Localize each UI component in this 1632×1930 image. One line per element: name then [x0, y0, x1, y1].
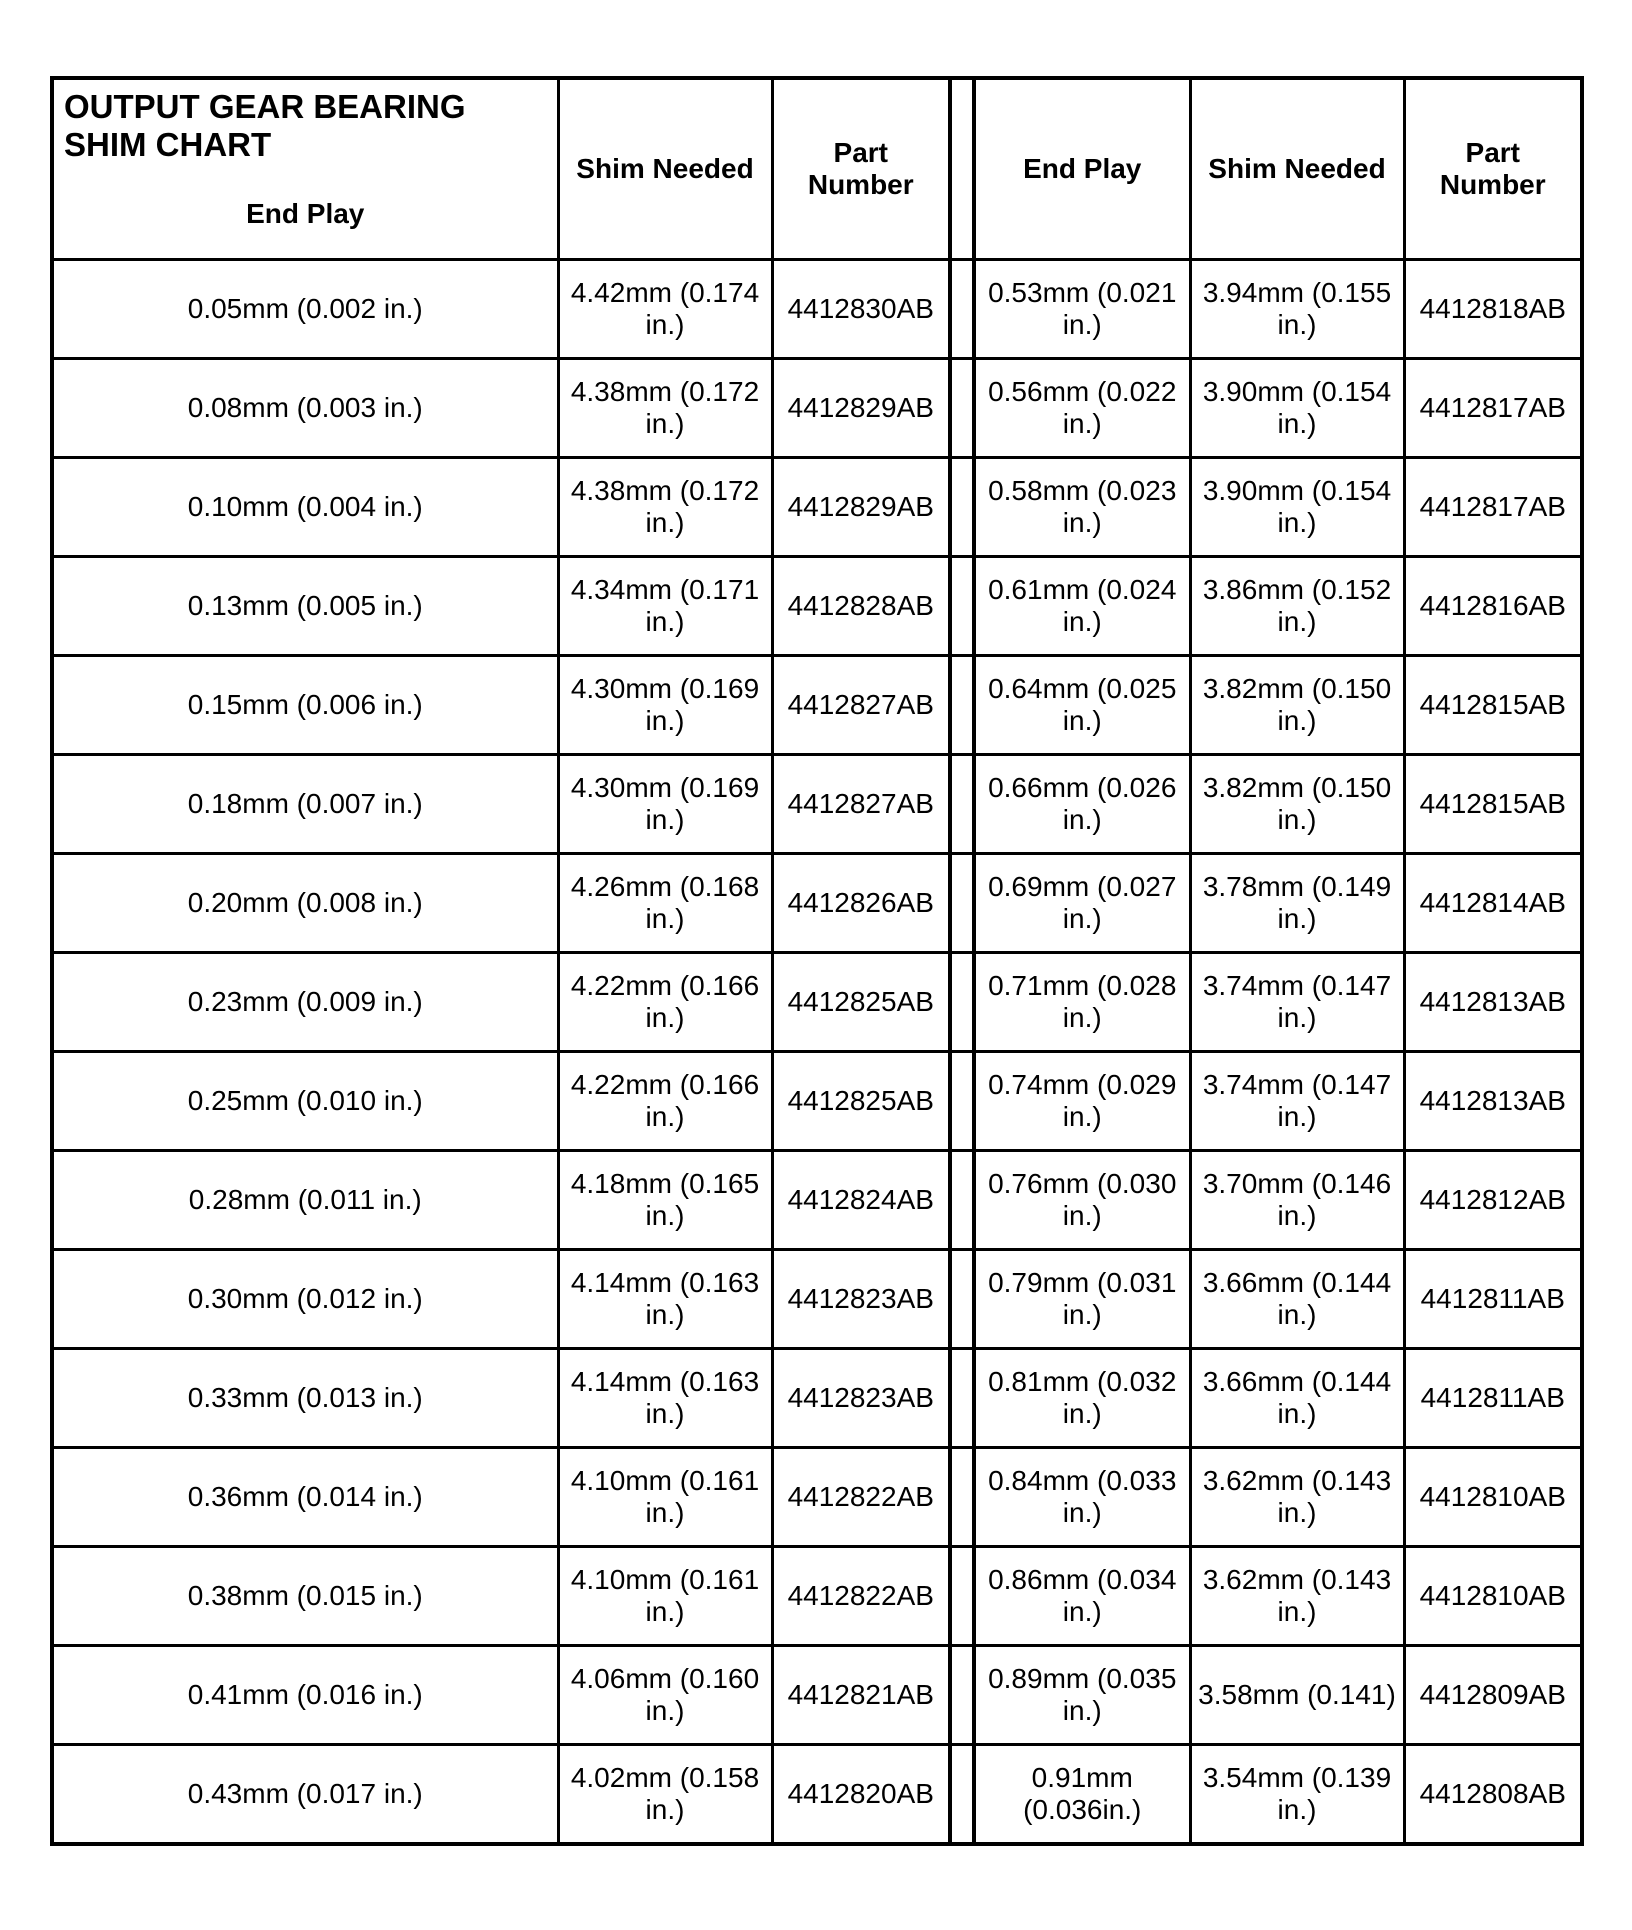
column-divider	[950, 854, 974, 953]
cell-part-number-right: 4412811AB	[1404, 1250, 1582, 1349]
cell-shim-needed-left: 4.14mm (0.163 in.)	[558, 1250, 772, 1349]
column-divider	[950, 1547, 974, 1646]
cell-part-number-right: 4412815AB	[1404, 656, 1582, 755]
table-row	[52, 557, 1582, 656]
cell-end-play-right: 0.79mm (0.031 in.)	[974, 1250, 1190, 1349]
table-row	[52, 656, 1582, 755]
cell-part-number-left: 4412827AB	[772, 656, 950, 755]
table-row	[52, 1646, 1582, 1745]
cell-part-number-right: 4412816AB	[1404, 557, 1582, 656]
cell-end-play-left: 0.15mm (0.006 in.)	[52, 656, 558, 755]
cell-part-number-right: 4412808AB	[1404, 1745, 1582, 1845]
table-row	[52, 953, 1582, 1052]
cell-end-play-right: 0.74mm (0.029 in.)	[974, 1052, 1190, 1151]
cell-shim-needed-right: 3.94mm (0.155 in.)	[1190, 260, 1404, 359]
column-divider	[950, 78, 974, 260]
cell-part-number-right: 4412810AB	[1404, 1547, 1582, 1646]
cell-shim-needed-left: 4.30mm (0.169 in.)	[558, 755, 772, 854]
column-divider	[950, 557, 974, 656]
table-body	[52, 260, 1582, 1845]
cell-part-number-right: 4412812AB	[1404, 1151, 1582, 1250]
cell-part-number-left: 4412830AB	[772, 260, 950, 359]
cell-part-number-left: 4412829AB	[772, 359, 950, 458]
cell-shim-needed-left: 4.42mm (0.174 in.)	[558, 260, 772, 359]
table-row	[52, 1250, 1582, 1349]
column-divider	[950, 1448, 974, 1547]
cell-part-number-right: 4412813AB	[1404, 1052, 1582, 1151]
cell-part-number-right: 4412817AB	[1404, 458, 1582, 557]
table-row	[52, 1547, 1582, 1646]
cell-shim-needed-left: 4.06mm (0.160 in.)	[558, 1646, 772, 1745]
table-row	[52, 359, 1582, 458]
cell-shim-needed-left: 4.30mm (0.169 in.)	[558, 656, 772, 755]
column-divider	[950, 953, 974, 1052]
cell-part-number-left: 4412822AB	[772, 1448, 950, 1547]
cell-part-number-left: 4412823AB	[772, 1349, 950, 1448]
cell-end-play-right: 0.84mm (0.033 in.)	[974, 1448, 1190, 1547]
column-divider	[950, 1349, 974, 1448]
column-divider	[950, 1052, 974, 1151]
header-end-play-right: End Play	[974, 78, 1190, 260]
cell-shim-needed-left: 4.02mm (0.158 in.)	[558, 1745, 772, 1845]
cell-shim-needed-left: 4.14mm (0.163 in.)	[558, 1349, 772, 1448]
cell-end-play-left: 0.30mm (0.012 in.)	[52, 1250, 558, 1349]
column-divider	[950, 656, 974, 755]
cell-part-number-left: 4412825AB	[772, 1052, 950, 1151]
cell-end-play-left: 0.10mm (0.004 in.)	[52, 458, 558, 557]
cell-shim-needed-right: 3.74mm (0.147 in.)	[1190, 953, 1404, 1052]
cell-shim-needed-right: 3.54mm (0.139 in.)	[1190, 1745, 1404, 1845]
header-row	[52, 78, 1582, 260]
header-end-play-left: End Play	[246, 198, 365, 229]
header-part-number-left-text: Part Number	[807, 137, 914, 200]
cell-part-number-right: 4412814AB	[1404, 854, 1582, 953]
shim-chart-table	[50, 76, 1584, 1846]
cell-end-play-left: 0.23mm (0.009 in.)	[52, 953, 558, 1052]
cell-end-play-right: 0.81mm (0.032 in.)	[974, 1349, 1190, 1448]
cell-part-number-left: 4412826AB	[772, 854, 950, 953]
cell-shim-needed-left: 4.26mm (0.168 in.)	[558, 854, 772, 953]
table-row	[52, 1745, 1582, 1845]
table-row	[52, 260, 1582, 359]
cell-part-number-left: 4412822AB	[772, 1547, 950, 1646]
cell-shim-needed-right: 3.62mm (0.143 in.)	[1190, 1547, 1404, 1646]
cell-part-number-left: 4412825AB	[772, 953, 950, 1052]
table-row	[52, 1349, 1582, 1448]
cell-end-play-right: 0.56mm (0.022 in.)	[974, 359, 1190, 458]
cell-end-play-right: 0.91mm (0.036in.)	[974, 1745, 1190, 1845]
cell-end-play-left: 0.08mm (0.003 in.)	[52, 359, 558, 458]
cell-shim-needed-left: 4.38mm (0.172 in.)	[558, 458, 772, 557]
cell-shim-needed-left: 4.22mm (0.166 in.)	[558, 953, 772, 1052]
header-shim-needed-left: Shim Needed	[558, 78, 772, 260]
cell-shim-needed-right: 3.82mm (0.150 in.)	[1190, 656, 1404, 755]
cell-end-play-right: 0.89mm (0.035 in.)	[974, 1646, 1190, 1745]
cell-part-number-right: 4412815AB	[1404, 755, 1582, 854]
cell-shim-needed-right: 3.78mm (0.149 in.)	[1190, 854, 1404, 953]
table-row	[52, 1448, 1582, 1547]
cell-part-number-left: 4412821AB	[772, 1646, 950, 1745]
cell-end-play-right: 0.69mm (0.027 in.)	[974, 854, 1190, 953]
cell-shim-needed-right: 3.74mm (0.147 in.)	[1190, 1052, 1404, 1151]
cell-end-play-right: 0.66mm (0.026 in.)	[974, 755, 1190, 854]
cell-shim-needed-right: 3.58mm (0.141)	[1190, 1646, 1404, 1745]
cell-shim-needed-right: 3.86mm (0.152 in.)	[1190, 557, 1404, 656]
cell-part-number-left: 4412829AB	[772, 458, 950, 557]
column-divider	[950, 1646, 974, 1745]
header-part-number-left	[772, 78, 950, 260]
column-divider	[950, 260, 974, 359]
column-divider	[950, 458, 974, 557]
header-shim-needed-right: Shim Needed	[1190, 78, 1404, 260]
cell-shim-needed-right: 3.70mm (0.146 in.)	[1190, 1151, 1404, 1250]
column-divider	[950, 755, 974, 854]
cell-part-number-right: 4412810AB	[1404, 1448, 1582, 1547]
cell-shim-needed-right: 3.82mm (0.150 in.)	[1190, 755, 1404, 854]
cell-end-play-left: 0.05mm (0.002 in.)	[52, 260, 558, 359]
table-row	[52, 1151, 1582, 1250]
cell-end-play-right: 0.71mm (0.028 in.)	[974, 953, 1190, 1052]
cell-end-play-left: 0.33mm (0.013 in.)	[52, 1349, 558, 1448]
cell-shim-needed-left: 4.10mm (0.161 in.)	[558, 1448, 772, 1547]
cell-shim-needed-left: 4.38mm (0.172 in.)	[558, 359, 772, 458]
column-divider	[950, 359, 974, 458]
cell-end-play-right: 0.58mm (0.023 in.)	[974, 458, 1190, 557]
cell-end-play-left: 0.38mm (0.015 in.)	[52, 1547, 558, 1646]
cell-shim-needed-left: 4.22mm (0.166 in.)	[558, 1052, 772, 1151]
cell-end-play-right: 0.76mm (0.030 in.)	[974, 1151, 1190, 1250]
cell-end-play-right: 0.64mm (0.025 in.)	[974, 656, 1190, 755]
cell-part-number-left: 4412824AB	[772, 1151, 950, 1250]
table-row	[52, 755, 1582, 854]
cell-part-number-right: 4412818AB	[1404, 260, 1582, 359]
header-part-number-right	[1404, 78, 1582, 260]
cell-part-number-left: 4412823AB	[772, 1250, 950, 1349]
cell-end-play-left: 0.41mm (0.016 in.)	[52, 1646, 558, 1745]
cell-shim-needed-left: 4.34mm (0.171 in.)	[558, 557, 772, 656]
cell-shim-needed-left: 4.10mm (0.161 in.)	[558, 1547, 772, 1646]
cell-shim-needed-right: 3.66mm (0.144 in.)	[1190, 1250, 1404, 1349]
cell-part-number-right: 4412813AB	[1404, 953, 1582, 1052]
cell-part-number-left: 4412827AB	[772, 755, 950, 854]
cell-part-number-right: 4412809AB	[1404, 1646, 1582, 1745]
table-row	[52, 1052, 1582, 1151]
cell-end-play-left: 0.36mm (0.014 in.)	[52, 1448, 558, 1547]
cell-end-play-left: 0.18mm (0.007 in.)	[52, 755, 558, 854]
cell-part-number-right: 4412817AB	[1404, 359, 1582, 458]
cell-shim-needed-right: 3.66mm (0.144 in.)	[1190, 1349, 1404, 1448]
cell-end-play-left: 0.20mm (0.008 in.)	[52, 854, 558, 953]
cell-end-play-right: 0.53mm (0.021 in.)	[974, 260, 1190, 359]
cell-end-play-left: 0.25mm (0.010 in.)	[52, 1052, 558, 1151]
column-divider	[950, 1250, 974, 1349]
table-row	[52, 458, 1582, 557]
column-divider	[950, 1151, 974, 1250]
column-divider	[950, 1745, 974, 1845]
chart-title: OUTPUT GEAR BEARING SHIM CHART	[64, 88, 466, 163]
cell-shim-needed-left: 4.18mm (0.165 in.)	[558, 1151, 772, 1250]
table-row	[52, 854, 1582, 953]
cell-shim-needed-right: 3.90mm (0.154 in.)	[1190, 359, 1404, 458]
cell-part-number-right: 4412811AB	[1404, 1349, 1582, 1448]
header-part-number-right-text: Part Number	[1439, 137, 1546, 200]
cell-shim-needed-right: 3.90mm (0.154 in.)	[1190, 458, 1404, 557]
cell-end-play-right: 0.61mm (0.024 in.)	[974, 557, 1190, 656]
cell-part-number-left: 4412828AB	[772, 557, 950, 656]
cell-end-play-left: 0.43mm (0.017 in.)	[52, 1745, 558, 1845]
title-header-cell	[52, 78, 558, 260]
cell-end-play-left: 0.28mm (0.011 in.)	[52, 1151, 558, 1250]
cell-end-play-left: 0.13mm (0.005 in.)	[52, 557, 558, 656]
cell-end-play-right: 0.86mm (0.034 in.)	[974, 1547, 1190, 1646]
cell-shim-needed-right: 3.62mm (0.143 in.)	[1190, 1448, 1404, 1547]
cell-part-number-left: 4412820AB	[772, 1745, 950, 1845]
